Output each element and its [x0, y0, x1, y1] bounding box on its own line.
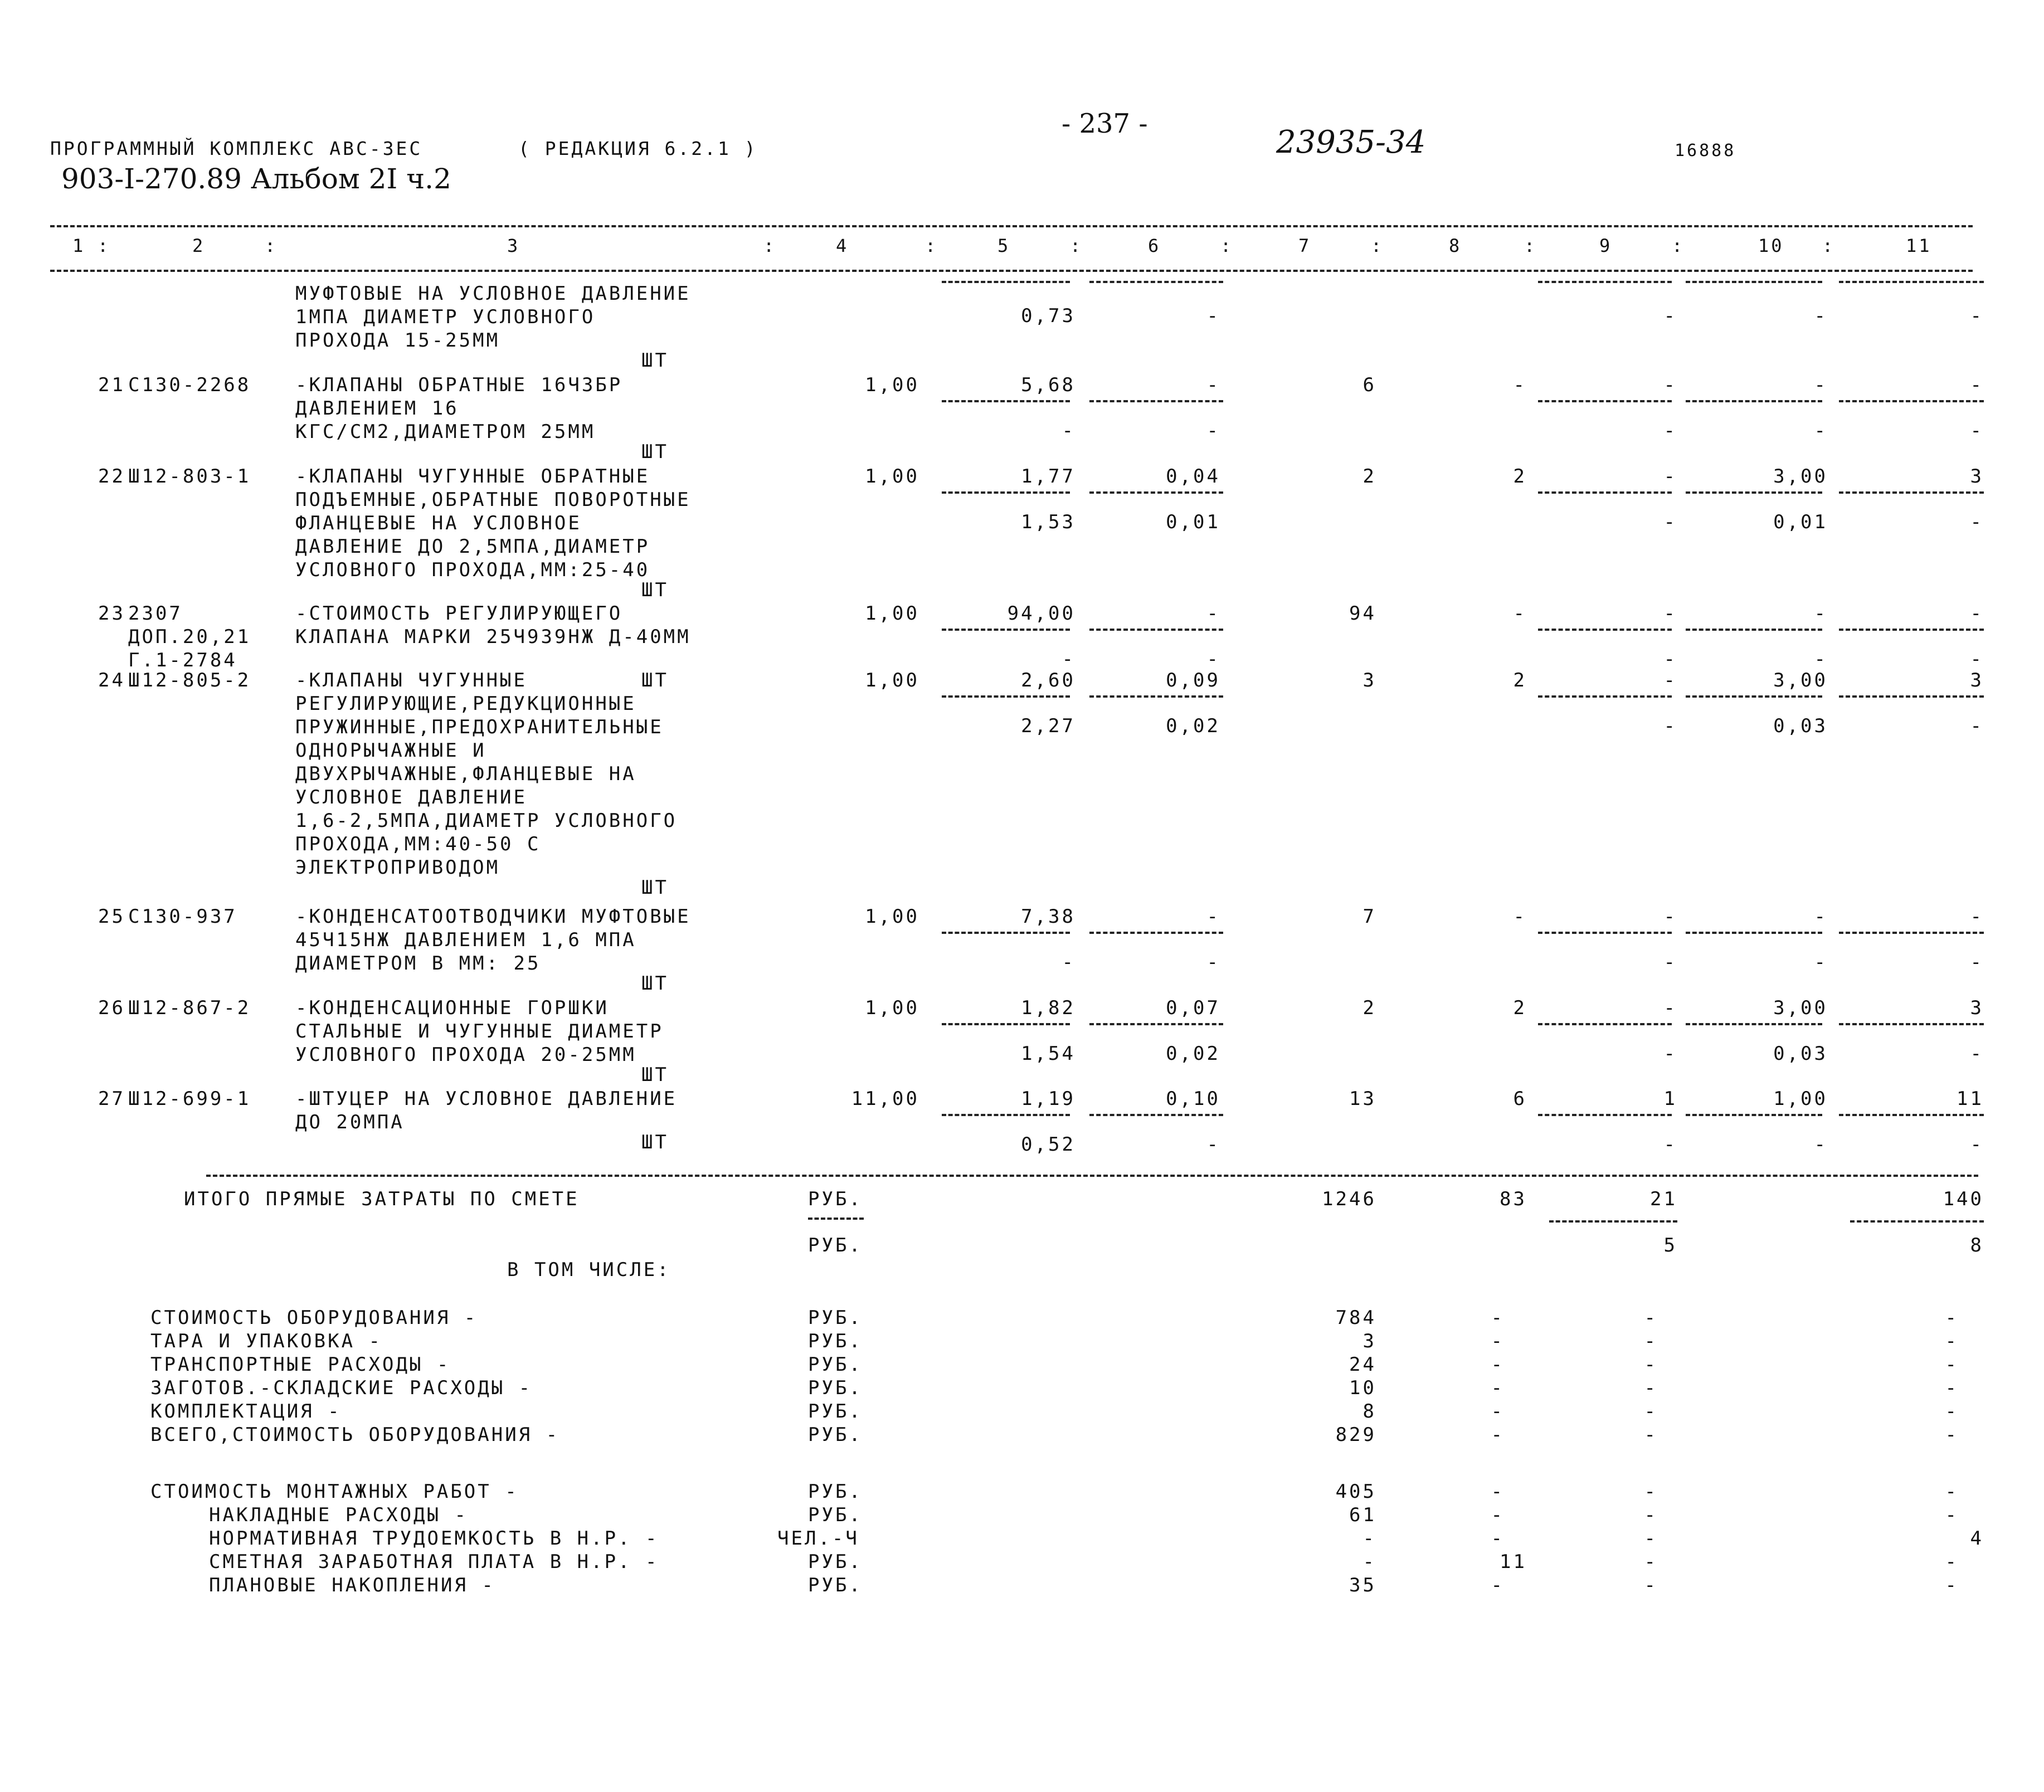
- fraction-rule-c9: [1538, 1023, 1672, 1025]
- resource-code: Ш12-699-1: [128, 1088, 251, 1110]
- fraction-rule-c6: [1089, 932, 1223, 934]
- row-number: 22: [98, 465, 125, 488]
- cell-col7: 2: [1362, 997, 1376, 1019]
- unit-label: ШТ: [641, 972, 669, 995]
- cell-col10: 1,00: [1773, 1088, 1828, 1110]
- item-description: -КЛАПАНЫ ЧУГУННЫЕ: [295, 669, 527, 692]
- fraction-rule-c11: [1839, 400, 1984, 402]
- item-description: ОДНОРЫЧАЖНЫЕ И: [295, 739, 486, 762]
- cell-col11: 3: [1970, 997, 1984, 1019]
- summary-col8: -: [1491, 1330, 1505, 1352]
- summary-col11: -: [1945, 1353, 1959, 1376]
- fraction-rule-c10: [1686, 1023, 1822, 1025]
- item-description: УСЛОВНОЕ ДАВЛЕНИЕ: [295, 786, 527, 809]
- cell-col11-lower: -: [1970, 511, 1984, 533]
- totals-unit: РУБ.: [808, 1188, 863, 1210]
- summary-col7: 784: [1335, 1307, 1376, 1329]
- fraction-rule-c10: [1686, 932, 1822, 934]
- summary-col8: -: [1491, 1527, 1505, 1550]
- cell-col11-lower: -: [1970, 951, 1984, 973]
- cell-col5: 0,73: [1021, 305, 1075, 327]
- fraction-rule-c6: [1089, 629, 1223, 631]
- item-description: СТАЛЬНЫЕ И ЧУГУННЫЕ ДИАМЕТР: [295, 1020, 664, 1043]
- summary-unit: РУБ.: [808, 1307, 863, 1329]
- cell-col5-lower: 1,53: [1021, 511, 1075, 533]
- summary-col9: -: [1644, 1307, 1658, 1329]
- fraction-rule-c5: [942, 491, 1070, 494]
- fraction-rule-c6: [1089, 491, 1223, 494]
- item-description: ЭЛЕКТРОПРИВОДОМ: [295, 856, 500, 879]
- summary-col9: -: [1644, 1400, 1658, 1423]
- item-description: ПОДЪЕМНЫЕ,ОБРАТНЫЕ ПОВОРОТНЫЕ: [295, 489, 691, 511]
- cell-col7: 3: [1362, 669, 1376, 692]
- cell-col7: 13: [1349, 1088, 1376, 1110]
- fraction-rule-c9: [1538, 629, 1672, 631]
- cell-col6-lower: -: [1206, 1133, 1220, 1156]
- summary-col11: -: [1945, 1551, 1959, 1573]
- cell-col9-lower: -: [1663, 648, 1677, 670]
- summary-label: СТОИМОСТЬ МОНТАЖНЫХ РАБОТ -: [150, 1481, 519, 1503]
- summary-col8: -: [1491, 1307, 1505, 1329]
- column-header-11: 11: [1906, 235, 1932, 256]
- fraction-rule-c5: [942, 932, 1070, 934]
- cell-col11: 3: [1970, 465, 1984, 488]
- item-description: -ШТУЦЕР НА УСЛОВНОЕ ДАВЛЕНИЕ: [295, 1088, 678, 1110]
- summary-unit: РУБ.: [808, 1330, 863, 1352]
- item-description: ДИАМЕТРОМ В ММ: 25: [295, 952, 541, 975]
- item-description: 1,6-2,5МПА,ДИАМЕТР УСЛОВНОГО: [295, 810, 678, 832]
- cell-col5: 94,00: [1007, 602, 1075, 625]
- totals-unit-rule: [808, 1218, 864, 1220]
- fraction-rule-c6: [1089, 1023, 1223, 1025]
- item-description: ДАВЛЕНИЕМ 16: [295, 397, 459, 420]
- totals-col11-lower: 8: [1970, 1234, 1984, 1257]
- cell-col5-lower: -: [1062, 648, 1075, 670]
- program-name: ПРОГРАММНЫЙ КОМПЛЕКС АВС-3ЕС: [50, 138, 423, 159]
- header-rule-bottom: [50, 270, 1973, 272]
- cell-col10: 3,00: [1773, 669, 1828, 692]
- summary-col7: 405: [1335, 1481, 1376, 1503]
- document-code: 23935-34: [1276, 124, 1426, 160]
- resource-code: Г.1-2784: [128, 649, 237, 671]
- column-header-7: 7: [1298, 235, 1312, 256]
- edition-label: ( РЕДАКЦИЯ 6.2.1 ): [518, 138, 758, 159]
- summary-col7: -: [1362, 1527, 1376, 1550]
- fraction-rule-c9: [1538, 281, 1672, 283]
- totals-col9-rule: [1549, 1220, 1677, 1223]
- cell-col8: -: [1513, 602, 1527, 625]
- summary-label: НОРМАТИВНАЯ ТРУДОЕМКОСТЬ В Н.Р. -: [209, 1527, 659, 1550]
- fraction-rule-c9: [1538, 695, 1672, 698]
- row-number: 21: [98, 374, 125, 396]
- cell-col11: -: [1970, 305, 1984, 327]
- cell-col6: -: [1206, 602, 1220, 625]
- cell-col10-lower: -: [1814, 1133, 1828, 1156]
- fraction-rule-c10: [1686, 1114, 1822, 1116]
- summary-col8: -: [1491, 1400, 1505, 1423]
- quantity-value: 1,00: [865, 669, 919, 692]
- summary-col9: -: [1644, 1504, 1658, 1526]
- summary-col11: -: [1945, 1330, 1959, 1352]
- totals-rule: [206, 1175, 1978, 1177]
- cell-col11-lower: -: [1970, 648, 1984, 670]
- cell-col5-lower: 2,27: [1021, 715, 1075, 737]
- summary-unit: РУБ.: [808, 1353, 863, 1376]
- fraction-rule-c5: [942, 695, 1070, 698]
- album-label: 903-I-270.89 Альбом 2I ч.2: [61, 163, 451, 195]
- cell-col5-lower: -: [1062, 951, 1075, 973]
- item-description: ДО 20МПА: [295, 1111, 405, 1133]
- cell-col10-lower: 0,01: [1773, 511, 1828, 533]
- column-header-3: 3: [507, 235, 520, 256]
- cell-col8: -: [1513, 374, 1527, 396]
- item-description: ДВУХРЫЧАЖНЫЕ,ФЛАНЦЕВЫЕ НА: [295, 763, 636, 785]
- summary-label: ТАРА И УПАКОВКА -: [150, 1330, 382, 1352]
- cell-col10-lower: 0,03: [1773, 1043, 1828, 1065]
- summary-col7: 61: [1349, 1504, 1376, 1526]
- quantity-value: 11,00: [851, 1088, 919, 1110]
- column-header-10: 10: [1758, 235, 1784, 256]
- cell-col10-lower: 0,03: [1773, 715, 1828, 737]
- summary-label: СМЕТНАЯ ЗАРАБОТНАЯ ПЛАТА В Н.Р. -: [209, 1551, 659, 1573]
- summary-unit: РУБ.: [808, 1400, 863, 1423]
- row-number: 25: [98, 905, 125, 928]
- cell-col10-lower: -: [1814, 648, 1828, 670]
- resource-code: 2307: [128, 602, 183, 625]
- summary-col11: -: [1945, 1504, 1959, 1526]
- resource-code: Ш12-805-2: [128, 669, 251, 692]
- row-number: 27: [98, 1088, 125, 1110]
- totals-col11-rule: [1850, 1220, 1984, 1223]
- row-number: 24: [98, 669, 125, 692]
- resource-code: С130-937: [128, 905, 237, 928]
- item-description: -КЛАПАНЫ ЧУГУННЫЕ ОБРАТНЫЕ: [295, 465, 650, 488]
- resource-code: Ш12-867-2: [128, 997, 251, 1019]
- cell-col11: -: [1970, 602, 1984, 625]
- summary-col9: -: [1644, 1481, 1658, 1503]
- cell-col9: -: [1663, 669, 1677, 692]
- fraction-rule-c11: [1839, 1023, 1984, 1025]
- cell-col10-lower: -: [1814, 951, 1828, 973]
- cell-col5: 2,60: [1021, 669, 1075, 692]
- totals-col9: 21: [1650, 1188, 1677, 1210]
- fraction-rule-c6: [1089, 695, 1223, 698]
- cell-col9: -: [1663, 465, 1677, 488]
- fraction-rule-c11: [1839, 1114, 1984, 1116]
- fraction-rule-c11: [1839, 491, 1984, 494]
- cell-col9-lower: -: [1663, 1043, 1677, 1065]
- column-header-2: 2: [192, 235, 206, 256]
- fraction-rule-c11: [1839, 629, 1984, 631]
- cell-col11-lower: -: [1970, 420, 1984, 442]
- summary-col7: 8: [1362, 1400, 1376, 1423]
- cell-col9: -: [1663, 997, 1677, 1019]
- fraction-rule-c6: [1089, 1114, 1223, 1116]
- fraction-rule-c11: [1839, 695, 1984, 698]
- cell-col5: 5,68: [1021, 374, 1075, 396]
- cell-col6: 0,07: [1166, 997, 1220, 1019]
- column-separator: :: [1371, 235, 1384, 256]
- summary-label: СТОИМОСТЬ ОБОРУДОВАНИЯ -: [150, 1307, 478, 1329]
- summary-unit: ЧЕЛ.-Ч: [777, 1527, 859, 1550]
- item-description: РЕГУЛИРУЮЩИЕ,РЕДУКЦИОННЫЕ: [295, 693, 636, 715]
- summary-col7: 24: [1349, 1353, 1376, 1376]
- cell-col7: 7: [1362, 905, 1376, 928]
- sheet-number: 16888: [1675, 141, 1736, 160]
- item-description: ФЛАНЦЕВЫЕ НА УСЛОВНОЕ: [295, 512, 582, 534]
- cell-col9-lower: -: [1663, 420, 1677, 442]
- summary-col7: -: [1362, 1551, 1376, 1573]
- cell-col10: -: [1814, 602, 1828, 625]
- cell-col6: 0,10: [1166, 1088, 1220, 1110]
- summary-label: КОМПЛЕКТАЦИЯ -: [150, 1400, 342, 1423]
- column-separator: :: [1220, 235, 1234, 256]
- cell-col6-lower: -: [1206, 648, 1220, 670]
- quantity-value: 1,00: [865, 465, 919, 488]
- including-label: В ТОМ ЧИСЛЕ:: [507, 1259, 671, 1281]
- item-description: УСЛОВНОГО ПРОХОДА 20-25ММ: [295, 1044, 636, 1066]
- quantity-value: 1,00: [865, 997, 919, 1019]
- fraction-rule-c11: [1839, 932, 1984, 934]
- summary-col9: -: [1644, 1527, 1658, 1550]
- totals-unit-lower: РУБ.: [808, 1234, 863, 1257]
- fraction-rule-c10: [1686, 281, 1822, 283]
- fraction-rule-c10: [1686, 695, 1822, 698]
- summary-label: ТРАНСПОРТНЫЕ РАСХОДЫ -: [150, 1353, 451, 1376]
- cell-col10: -: [1814, 905, 1828, 928]
- cell-col8: 2: [1513, 465, 1527, 488]
- cell-col5: 7,38: [1021, 905, 1075, 928]
- summary-unit: РУБ.: [808, 1377, 863, 1399]
- cell-col11-lower: -: [1970, 1133, 1984, 1156]
- header-rule-top: [50, 225, 1973, 227]
- cell-col9-lower: -: [1663, 511, 1677, 533]
- summary-label: ВСЕГО,СТОИМОСТЬ ОБОРУДОВАНИЯ -: [150, 1424, 560, 1446]
- summary-col9: -: [1644, 1330, 1658, 1352]
- summary-col8: -: [1491, 1574, 1505, 1596]
- column-header-1: 1: [72, 235, 86, 256]
- quantity-value: 1,00: [865, 905, 919, 928]
- cell-col9: -: [1663, 602, 1677, 625]
- fraction-rule-c10: [1686, 629, 1822, 631]
- cell-col9: 1: [1663, 1088, 1677, 1110]
- fraction-rule-c6: [1089, 281, 1223, 283]
- fraction-rule-c5: [942, 281, 1070, 283]
- summary-col11: -: [1945, 1307, 1959, 1329]
- cell-col8: -: [1513, 905, 1527, 928]
- cell-col11-lower: -: [1970, 1043, 1984, 1065]
- totals-label: ИТОГО ПРЯМЫЕ ЗАТРАТЫ ПО СМЕТЕ: [184, 1188, 580, 1210]
- unit-label: ШТ: [641, 876, 669, 899]
- resource-code: Ш12-803-1: [128, 465, 251, 488]
- column-separator: :: [1524, 235, 1537, 256]
- summary-col11: -: [1945, 1424, 1959, 1446]
- cell-col11-lower: -: [1970, 715, 1984, 737]
- cell-col9-lower: -: [1663, 1133, 1677, 1156]
- cell-col6: -: [1206, 305, 1220, 327]
- summary-col8: -: [1491, 1504, 1505, 1526]
- column-header-8: 8: [1449, 235, 1462, 256]
- item-description: 45Ч15НЖ ДАВЛЕНИЕМ 1,6 МПА: [295, 929, 636, 951]
- fraction-rule-c5: [942, 400, 1070, 402]
- cell-col11: 3: [1970, 669, 1984, 692]
- totals-col11: 140: [1943, 1188, 1984, 1210]
- cell-col6: 0,09: [1166, 669, 1220, 692]
- cell-col11: -: [1970, 374, 1984, 396]
- cell-col10: 3,00: [1773, 997, 1828, 1019]
- column-header-5: 5: [997, 235, 1011, 256]
- unit-label: ШТ: [641, 1131, 669, 1153]
- item-description: -СТОИМОСТЬ РЕГУЛИРУЮЩЕГО: [295, 602, 623, 625]
- item-description: ДАВЛЕНИЕ ДО 2,5МПА,ДИАМЕТР: [295, 535, 650, 558]
- summary-unit: РУБ.: [808, 1481, 863, 1503]
- summary-col7: 3: [1362, 1330, 1376, 1352]
- column-separator: :: [1822, 235, 1836, 256]
- cell-col6-lower: 0,02: [1166, 1043, 1220, 1065]
- totals-col8: 83: [1500, 1188, 1527, 1210]
- cell-col9: -: [1663, 374, 1677, 396]
- cell-col10-lower: -: [1814, 420, 1828, 442]
- fraction-rule-c5: [942, 629, 1070, 631]
- row-number: 26: [98, 997, 125, 1019]
- summary-col11: -: [1945, 1574, 1959, 1596]
- cell-col6: 0,04: [1166, 465, 1220, 488]
- fraction-rule-c11: [1839, 281, 1984, 283]
- item-description: КГС/СМ2,ДИАМЕТРОМ 25ММ: [295, 421, 596, 443]
- column-separator: :: [98, 235, 111, 256]
- summary-col7: 10: [1349, 1377, 1376, 1399]
- cell-col6-lower: 0,01: [1166, 511, 1220, 533]
- cell-col10: 3,00: [1773, 465, 1828, 488]
- summary-col7: 829: [1335, 1424, 1376, 1446]
- item-description: ПРУЖИННЫЕ,ПРЕДОХРАНИТЕЛЬНЫЕ: [295, 716, 664, 738]
- item-description: МУФТОВЫЕ НА УСЛОВНОЕ ДАВЛЕНИЕ: [295, 283, 691, 305]
- resource-code: С130-2268: [128, 374, 251, 396]
- fraction-rule-c9: [1538, 932, 1672, 934]
- summary-unit: РУБ.: [808, 1574, 863, 1596]
- cell-col7: 2: [1362, 465, 1376, 488]
- summary-col7: 35: [1349, 1574, 1376, 1596]
- summary-col9: -: [1644, 1551, 1658, 1573]
- cell-col11: 11: [1957, 1088, 1984, 1110]
- cell-col11: -: [1970, 905, 1984, 928]
- summary-col11: -: [1945, 1400, 1959, 1423]
- summary-col8: -: [1491, 1424, 1505, 1446]
- fraction-rule-c9: [1538, 491, 1672, 494]
- cell-col6-lower: 0,02: [1166, 715, 1220, 737]
- column-separator: :: [1070, 235, 1083, 256]
- column-separator: :: [763, 235, 777, 256]
- summary-col9: -: [1644, 1424, 1658, 1446]
- cell-col5-lower: -: [1062, 420, 1075, 442]
- summary-col8: -: [1491, 1377, 1505, 1399]
- cell-col9-lower: -: [1663, 951, 1677, 973]
- item-description: -КОНДЕНСАЦИОННЫЕ ГОРШКИ: [295, 997, 609, 1019]
- cell-col6: -: [1206, 374, 1220, 396]
- summary-unit: РУБ.: [808, 1504, 863, 1526]
- quantity-value: 1,00: [865, 602, 919, 625]
- summary-col11: -: [1945, 1481, 1959, 1503]
- cell-col8: 2: [1513, 997, 1527, 1019]
- cell-col10: -: [1814, 305, 1828, 327]
- totals-col7: 1246: [1322, 1188, 1376, 1210]
- cell-col5-lower: 0,52: [1021, 1133, 1075, 1156]
- cell-col5: 1,19: [1021, 1088, 1075, 1110]
- item-description: -КОНДЕНСАТООТВОДЧИКИ МУФТОВЫЕ: [295, 905, 691, 928]
- column-header-9: 9: [1599, 235, 1613, 256]
- cell-col7: 94: [1349, 602, 1376, 625]
- cell-col6: -: [1206, 905, 1220, 928]
- summary-label: ПЛАНОВЫЕ НАКОПЛЕНИЯ -: [209, 1574, 495, 1596]
- summary-col9: -: [1644, 1377, 1658, 1399]
- cell-col8: 6: [1513, 1088, 1527, 1110]
- row-number: 23: [98, 602, 125, 625]
- summary-col9: -: [1644, 1353, 1658, 1376]
- item-description: 1МПА ДИАМЕТР УСЛОВНОГО: [295, 306, 596, 328]
- quantity-value: 1,00: [865, 374, 919, 396]
- fraction-rule-c5: [942, 1114, 1070, 1116]
- unit-label: ШТ: [641, 349, 669, 372]
- summary-col8: -: [1491, 1353, 1505, 1376]
- cell-col6-lower: -: [1206, 420, 1220, 442]
- column-separator: :: [925, 235, 938, 256]
- cell-col10: -: [1814, 374, 1828, 396]
- item-description: -КЛАПАНЫ ОБРАТНЫЕ 16Ч3БР: [295, 374, 623, 396]
- item-description: ПРОХОДА,ММ:40-50 С: [295, 833, 541, 855]
- unit-label: ШТ: [641, 1064, 669, 1086]
- fraction-rule-c9: [1538, 400, 1672, 402]
- summary-col9: -: [1644, 1574, 1658, 1596]
- cell-col9: -: [1663, 905, 1677, 928]
- item-description: ПРОХОДА 15-25ММ: [295, 329, 500, 352]
- cell-col5: 1,77: [1021, 465, 1075, 488]
- unit-label: ШТ: [641, 579, 669, 601]
- summary-unit: РУБ.: [808, 1551, 863, 1573]
- fraction-rule-c5: [942, 1023, 1070, 1025]
- column-header-6: 6: [1148, 235, 1161, 256]
- summary-unit: РУБ.: [808, 1424, 863, 1446]
- column-separator: :: [265, 235, 278, 256]
- cell-col6-lower: -: [1206, 951, 1220, 973]
- summary-label: ЗАГОТОВ.-СКЛАДСКИЕ РАСХОДЫ -: [150, 1377, 533, 1399]
- cell-col5-lower: 1,54: [1021, 1043, 1075, 1065]
- unit-label: ШТ: [641, 669, 669, 692]
- item-description: КЛАПАНА МАРКИ 25Ч939НЖ Д-40ММ: [295, 626, 691, 648]
- fraction-rule-c10: [1686, 400, 1822, 402]
- summary-col8: -: [1491, 1481, 1505, 1503]
- summary-label: НАКЛАДНЫЕ РАСХОДЫ -: [209, 1504, 468, 1526]
- cell-col7: 6: [1362, 374, 1376, 396]
- page-number: - 237 -: [1062, 108, 1148, 139]
- column-separator: :: [1672, 235, 1685, 256]
- cell-col9-lower: -: [1663, 715, 1677, 737]
- cell-col8: 2: [1513, 669, 1527, 692]
- fraction-rule-c10: [1686, 491, 1822, 494]
- column-header-4: 4: [836, 235, 849, 256]
- summary-col11: -: [1945, 1377, 1959, 1399]
- unit-label: ШТ: [641, 441, 669, 463]
- fraction-rule-c6: [1089, 400, 1223, 402]
- summary-col11: 4: [1970, 1527, 1984, 1550]
- item-description: УСЛОВНОГО ПРОХОДА,ММ:25-40: [295, 559, 650, 581]
- cell-col9: -: [1663, 305, 1677, 327]
- cell-col5: 1,82: [1021, 997, 1075, 1019]
- totals-col9-lower: 5: [1663, 1234, 1677, 1257]
- resource-code: ДОП.20,21: [128, 626, 251, 648]
- summary-col8: 11: [1500, 1551, 1527, 1573]
- fraction-rule-c9: [1538, 1114, 1672, 1116]
